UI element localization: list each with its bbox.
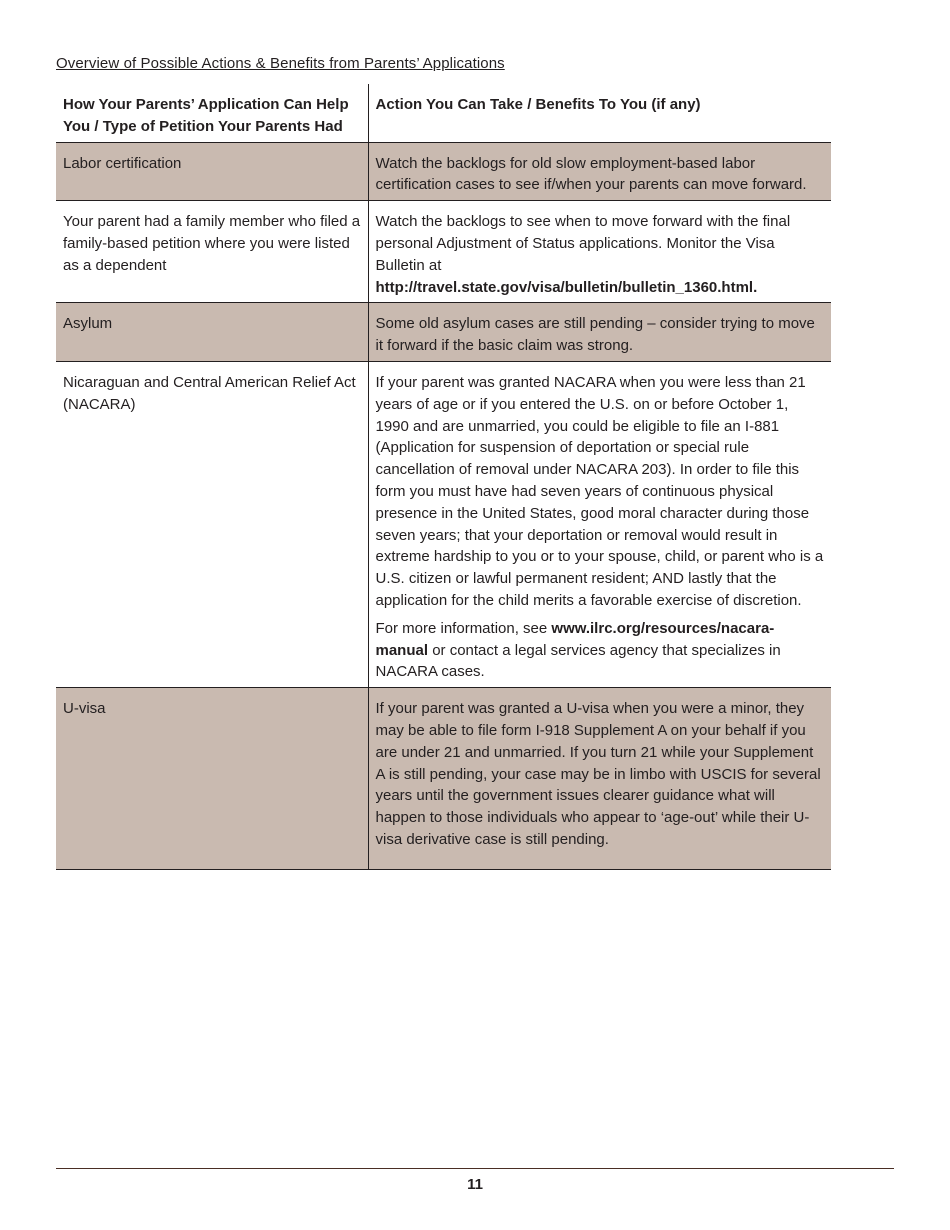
document-title: Overview of Possible Actions & Benefits from Parents’ Applications — [56, 55, 505, 72]
table-row-nacara — [56, 361, 831, 687]
petition-type-cell: Asylum — [56, 303, 368, 362]
table-row-labor-certification — [56, 142, 831, 201]
action-cell — [368, 361, 831, 687]
action-cell — [368, 201, 831, 303]
table-header-row — [56, 84, 831, 142]
table-row-asylum — [56, 303, 831, 362]
petition-type-cell: Nicaraguan and Central American Relief Act (NACARA) — [56, 361, 368, 687]
visa-bulletin-link[interactable]: http://travel.state.gov/visa/bulletin/bulletin_1360.html. — [375, 278, 758, 296]
action-cell: Watch the backlogs for old slow employment-based labor certification cases to see if/when your parents can move forward. — [368, 142, 831, 201]
action-cell: Some old asylum cases are still pending – consider trying to move it forward if the basic claim was strong. — [368, 303, 831, 362]
more-info-suffix: or contact a legal services agency that specializes in NACARA cases. — [375, 641, 781, 681]
page-number: 11 — [467, 1176, 483, 1193]
overview-table — [56, 84, 831, 870]
column-header-petition-type: How Your Parents’ Application Can Help You / Type of Petition Your Parents Had — [56, 84, 368, 142]
action-text: Watch the backlogs to see when to move forward with the final personal Adjustment of Status applications. Monitor the Visa Bulletin at — [375, 213, 791, 274]
petition-type-cell: U-visa — [56, 688, 368, 870]
action-text: If your parent was granted NACARA when you were less than 21 years of age or if you entered the U.S. on or before October 1, 1990 and are unmarried, you could be eligible to file an I-881 (Application for suspension of deportation or special rule cancellation of removal under NACARA 203). In order to file this form you must have had seven years of continuous physical presence in the United States, good moral character during those seven years; that your deportation or removal would result in extreme hardship to you or to your spouse, child, or parent who is a U.S. citizen or lawful permanent resident; AND lastly that the application for the child merits a favorable exercise of discretion. — [375, 373, 824, 609]
nacara-manual-link[interactable]: www.ilrc.org/resources/nacara-manual — [375, 619, 775, 659]
column-header-action: Action You Can Take / Benefits To You (if any) — [368, 84, 831, 142]
footer-divider — [56, 1168, 894, 1169]
more-info-prefix: For more information, see — [375, 619, 548, 637]
more-info-text — [376, 618, 825, 683]
table-row-family-petition — [56, 201, 831, 303]
table-row-u-visa — [56, 688, 831, 870]
petition-type-cell: Labor certification — [56, 142, 368, 201]
petition-type-cell: Your parent had a family member who filed a family-based petition where you were listed as a dependent — [56, 201, 368, 303]
action-cell: If your parent was granted a U-visa when you were a minor, they may be able to file form I-918 Supplement A on your behalf if you are under 21 and unmarried. If you turn 21 while your Supplement A is still pending, your case may be in limbo with USCIS for several years until the government issues clearer guidance what will happen to those individuals who appear to ‘age-out’ while their U-visa derivative case is still pending. — [368, 688, 831, 870]
